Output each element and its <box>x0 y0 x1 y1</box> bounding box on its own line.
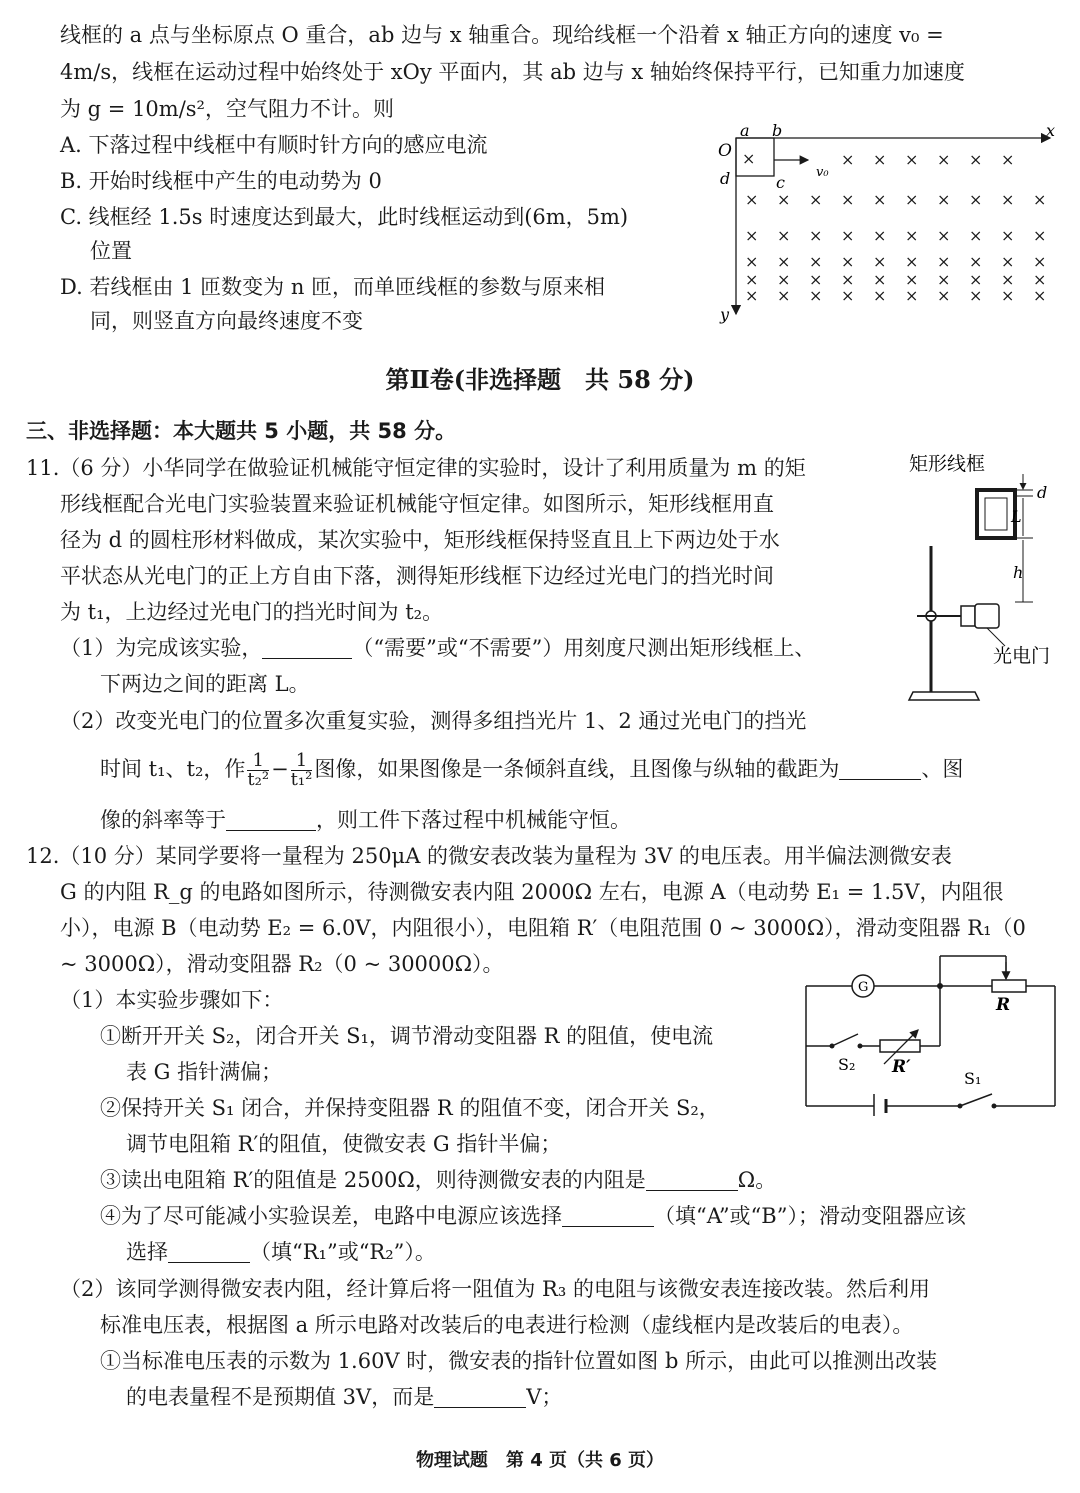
section-title: 第Ⅱ卷(非选择题 共 58 分) <box>385 365 695 394</box>
label-b: b <box>772 124 783 140</box>
label-h: h <box>1013 563 1024 582</box>
field-cross: × <box>777 286 791 305</box>
field-cross: × <box>873 226 887 245</box>
field-cross: × <box>937 252 951 271</box>
field-cross: × <box>905 226 919 245</box>
label-a: a <box>740 124 750 140</box>
q12-blank-source[interactable] <box>562 1202 654 1227</box>
field-cross: × <box>777 226 791 245</box>
q12-blank-range[interactable] <box>434 1383 526 1408</box>
field-cross: × <box>873 150 887 169</box>
field-cross: × <box>937 270 951 289</box>
label-s2: S₂ <box>838 1055 856 1074</box>
label-d: d <box>720 169 731 188</box>
q11-part2-d: 、图 <box>921 757 964 781</box>
q12-step2: ②保持开关 S₁ 闭合，并保持变阻器 R 的阻值不变，闭合开关 S₂， <box>100 1096 720 1120</box>
q10-option-b: B. 开始时线框中产生的电动势为 0 <box>60 169 382 193</box>
q11-line4: 平状态从光电门的正上方自由下落，测得矩形线框下边经过光电门的挡光时间 <box>60 564 774 588</box>
field-cross: × <box>1033 252 1047 271</box>
field-cross: × <box>905 270 919 289</box>
q10-option-c-cont: 位置 <box>90 239 132 263</box>
q12-line2: G 的内阻 R_g 的电路如图所示，待测微安表内阻 2000Ω 左右，电源 A（电动势 E₁ = 1.5V，内阻很 <box>60 880 1004 904</box>
field-cross: × <box>742 149 756 168</box>
rheostat <box>992 980 1026 992</box>
field-cross: × <box>1001 226 1015 245</box>
field-cross: × <box>809 286 823 305</box>
magnetic-field-crosses <box>742 149 1046 305</box>
q11-part2-e-line <box>100 803 631 837</box>
q12-step4-cont: 选择 （填“R₁”或“R₂”）。 <box>126 1240 436 1264</box>
field-cross: × <box>969 150 983 169</box>
field-cross: × <box>777 252 791 271</box>
field-cross: × <box>969 270 983 289</box>
q11-blank-2[interactable] <box>839 755 921 780</box>
q10-line3: 为 g = 10m/s²，空气阻力不计。则 <box>60 97 394 121</box>
q11-blank-3[interactable] <box>226 806 316 831</box>
q12-step3: ③读出电阻箱 R′的阻值是 2500Ω，则待测微安表的内阻是 Ω。 <box>100 1168 777 1192</box>
field-cross: × <box>969 252 983 271</box>
fraction-2: $\frac{1}{\text{t₁²}}$ <box>290 750 313 790</box>
field-cross: × <box>745 270 759 289</box>
q11-line1: 11.（6 分）小华同学在做验证机械能守恒定律的实验时，设计了利用质量为 m 的矩 <box>26 456 806 480</box>
stand-base <box>909 692 979 700</box>
q12-part2: （2）该同学测得微安表内阻，经计算后将一阻值为 R₃ 的电阻与该微安表连接改装。然后利用 <box>60 1277 930 1301</box>
field-cross: × <box>841 252 855 271</box>
field-cross: × <box>1001 270 1015 289</box>
label-v0: v₀ <box>816 165 829 180</box>
q10-field-figure <box>710 124 1060 324</box>
field-cross: × <box>873 252 887 271</box>
field-cross: × <box>969 286 983 305</box>
q12-blank-resistance[interactable] <box>646 1166 738 1191</box>
q12-line3: 小），电源 B（电动势 E₂ = 6.0V，内阻很小），电阻箱 R′（电阻范围 0 ~ 3000Ω），滑动变阻器 R₁（0 <box>60 916 1026 940</box>
field-cross: × <box>937 150 951 169</box>
field-cross: × <box>1001 190 1015 209</box>
q11-line5: 为 t₁，上边经过光电门的挡光时间为 t₂。 <box>60 600 444 624</box>
field-cross: × <box>937 286 951 305</box>
q12-step4: ④为了尽可能减小实验误差，电路中电源应该选择 （填“A”或“B”）；滑动变阻器应该 <box>100 1204 966 1228</box>
field-cross: × <box>809 226 823 245</box>
field-cross: × <box>1033 226 1047 245</box>
label-c: c <box>776 173 785 192</box>
field-cross: × <box>777 270 791 289</box>
field-cross: × <box>969 190 983 209</box>
part3-heading: 三、非选择题：本大题共 5 小题，共 58 分。 <box>26 419 457 443</box>
gate-label: 光电门 <box>993 645 1051 667</box>
q11-part2-formula-line: 时间 t₁、t₂，作 $\frac{1}{\text{t₂²}}$ − $\frac{1}{\text{t₁²}}$ 图像，如果图像是一条倾斜直线，且图像与纵轴的截距为 、图 <box>100 750 964 790</box>
q12-step2-cont: 调节电阻箱 R′的阻值，使微安表 G 指针半偏； <box>126 1132 562 1156</box>
field-cross: × <box>809 252 823 271</box>
q11-part2-f: ，则工件下落过程中机械能守恒。 <box>316 808 631 832</box>
label-y: y <box>720 305 730 324</box>
field-cross: × <box>809 270 823 289</box>
q10-option-d: D. 若线框由 1 匝数变为 n 匝，而单匝线框的参数与原来相 <box>60 275 606 299</box>
field-cross: × <box>809 190 823 209</box>
q12-blank-rheostat[interactable] <box>168 1238 250 1263</box>
q11-part1 <box>60 631 815 665</box>
q11-part2-c: 图像，如果图像是一条倾斜直线，且图像与纵轴的截距为 <box>314 757 840 781</box>
field-cross: × <box>745 252 759 271</box>
field-cross: × <box>841 150 855 169</box>
svg-text:G: G <box>858 980 869 995</box>
q11-line2: 形线框配合光电门实验装置来验证机械能守恒定律。如图所示，矩形线框用直 <box>60 492 774 516</box>
q10-line2: 4m/s，线框在运动过程中始终处于 xOy 平面内，其 ab 边与 x 轴始终保持平行，已知重力加速度 <box>60 60 965 84</box>
q11-part1-a: （1）为完成该实验， <box>60 636 263 660</box>
field-cross: × <box>745 190 759 209</box>
field-cross: × <box>1001 150 1015 169</box>
q11-line3: 径为 d 的圆柱形材料做成，某次实验中，矩形线框保持竖直且上下两边处于水 <box>60 528 780 552</box>
field-cross: × <box>1033 190 1047 209</box>
photogate <box>975 604 999 628</box>
q11-part2-e: 像的斜率等于 <box>100 808 226 832</box>
q10-line1: 线框的 a 点与坐标原点 O 重合，ab 边与 x 轴重合。现给线框一个沿着 x 轴正方向的速度 v₀ = <box>60 23 944 47</box>
field-cross: × <box>873 190 887 209</box>
label-L: L <box>1011 507 1022 526</box>
q12-line4: ~ 3000Ω），滑动变阻器 R₂（0 ~ 30000Ω）。 <box>60 952 504 976</box>
q11-part1-b: （“需要”或“不需要”）用刻度尺测出矩形线框上、 <box>352 636 816 660</box>
q12-step1-cont: 表 G 指针满偏； <box>126 1060 283 1084</box>
field-cross: × <box>905 252 919 271</box>
fraction-1: $\frac{1}{\text{t₂²}}$ <box>247 750 270 790</box>
field-cross: × <box>1001 286 1015 305</box>
q10-option-d-cont: 同，则竖直方向最终速度不变 <box>90 309 363 333</box>
field-cross: × <box>1033 270 1047 289</box>
field-cross: × <box>937 226 951 245</box>
field-cross: × <box>745 226 759 245</box>
q10-option-c: C. 线框经 1.5s 时速度达到最大，此时线框运动到(6m，5m) <box>60 205 629 229</box>
q12-step-heading: （1）本实验步骤如下： <box>60 988 284 1012</box>
q11-part2-b: 时间 t₁、t₂，作 <box>100 757 246 781</box>
field-cross: × <box>905 286 919 305</box>
q12-part2-cont: 标准电压表，根据图 a 所示电路对改装后的电表进行检测（虚线框内是改装后的电表）。 <box>100 1313 914 1337</box>
label-x: x <box>1046 124 1056 140</box>
field-cross: × <box>841 190 855 209</box>
q11-apparatus-figure <box>905 446 1065 708</box>
q12-part2-q1: ①当标准电压表的示数为 1.60V 时，微安表的指针位置如图 b 所示，由此可以推测出改装 <box>100 1349 938 1373</box>
q12-circuit-figure <box>800 946 1065 1116</box>
svg-text:R: R <box>996 995 1011 1015</box>
field-cross: × <box>745 286 759 305</box>
field-cross: × <box>873 270 887 289</box>
resistor-box <box>880 1040 920 1052</box>
q11-blank-1[interactable] <box>262 634 352 659</box>
q12-line1: 12.（10 分）某同学要将一量程为 250μA 的微安表改装为量程为 3V 的电压表。用半偏法测微安表 <box>26 844 952 868</box>
field-cross: × <box>905 150 919 169</box>
label-origin: O <box>718 141 732 161</box>
q12-part2-q1-cont: 的电表量程不是预期值 3V，而是 V； <box>126 1385 563 1409</box>
q11-part1-c: 下两边之间的距离 L。 <box>100 672 310 696</box>
q12-step1: ①断开开关 S₂，闭合开关 S₁，调节滑动变阻器 R 的阻值，使电流 <box>100 1024 714 1048</box>
q10-option-a: A. 下落过程中线框中有顺时针方向的感应电流 <box>60 133 488 157</box>
field-cross: × <box>1033 286 1047 305</box>
frame-label: 矩形线框 <box>909 453 986 475</box>
q11-part2: （2）改变光电门的位置多次重复实验，测得多组挡光片 1、2 通过光电门的挡光 <box>60 709 807 733</box>
field-cross: × <box>905 190 919 209</box>
page-footer: 物理试题 第 4 页（共 6 页） <box>415 1450 665 1471</box>
field-cross: × <box>873 286 887 305</box>
field-cross: × <box>937 190 951 209</box>
field-cross: × <box>1001 252 1015 271</box>
field-cross: × <box>777 190 791 209</box>
label-s1: S₁ <box>964 1069 982 1088</box>
field-cross: × <box>969 226 983 245</box>
field-cross: × <box>841 286 855 305</box>
svg-text:R′: R′ <box>892 1057 911 1077</box>
field-cross: × <box>841 226 855 245</box>
label-d: d <box>1037 483 1048 502</box>
field-cross: × <box>841 270 855 289</box>
